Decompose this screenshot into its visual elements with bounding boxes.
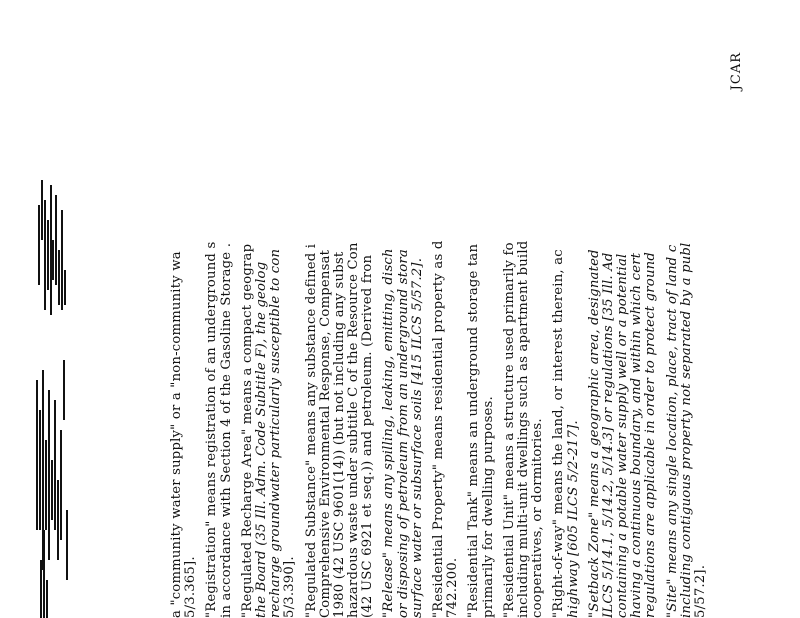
scan-mark (46, 580, 48, 618)
scan-mark (61, 210, 63, 310)
text-line: highway [605 ILCS 5/2-217]. (565, 420, 581, 618)
text-line: 742.200. (445, 557, 461, 618)
scan-mark (36, 380, 38, 530)
scan-mark (66, 510, 68, 580)
text-line: a "community water supply" or a "non-community wa (169, 251, 184, 618)
scan-mark (41, 180, 43, 240)
scan-mark (58, 250, 60, 305)
text-line: hazardous waste under subtitle C of the Resource Con (346, 242, 362, 618)
rotated-text-region (169, 52, 744, 618)
scan-mark (39, 410, 41, 530)
text-line: 1980 (42 USC 9601(14)) (but not including any subst (331, 251, 347, 618)
scan-mark (55, 195, 57, 285)
text-line: "Regulated Substance" means any substance defined i (303, 243, 319, 618)
scan-mark (63, 360, 65, 420)
text-line: primarily for dwelling purposes. (480, 396, 496, 618)
text-line: containing a potable water supply well or a potential (615, 253, 631, 618)
text-line: (42 USC 6921 et seq.)) and petroleum. (Derived fron (360, 254, 376, 618)
text-line: regulations are applicable in order to protect ground (643, 252, 659, 618)
scan-mark (64, 270, 66, 305)
text-line: 5/3.365]. (183, 556, 199, 618)
text-line: Comprehensive Environmental Response, Compensat (317, 249, 333, 618)
text-line: recharge groundwater particularly susceptible to con (268, 248, 284, 618)
text-line: "Residential Tank" means an underground storage tan (466, 243, 482, 618)
text-line: "Site" means any single location, place, tract of land c (664, 244, 680, 618)
text-line: or disposing of petroleum from an underground stora (395, 249, 411, 618)
scan-mark (48, 390, 50, 560)
text-line: "Residential Property" means residential property as d (431, 240, 446, 618)
definitions-text (169, 52, 744, 618)
text-line: including contiguous property not separated by a publ (678, 242, 694, 618)
text-line: having a continuous boundary, and within which cert (629, 252, 645, 618)
scan-mark (60, 430, 62, 540)
text-line: ILCS 5/14.1, 5/14.2, 5/14.3] or regulations [35 Ill. Ad (600, 252, 616, 618)
scan-mark (57, 480, 59, 560)
scan-mark (38, 205, 40, 285)
text-line: cooperatives, or dormitories. (530, 418, 546, 618)
scan-mark (54, 400, 56, 530)
scan-mark (40, 560, 42, 618)
text-line: "Registration" means registration of an underground s (204, 241, 220, 618)
text-line: "Right-of-way" means the land, or interest therein, ac (551, 249, 567, 618)
scan-mark (44, 200, 46, 310)
scan-mark (45, 440, 47, 530)
text-line: 5/3.390]. (282, 556, 298, 618)
text-line: the Board (35 Ill. Adm. Code Subtitle F), the geolog (253, 261, 269, 618)
scan-mark (47, 220, 49, 290)
running-header: JCAR (729, 52, 744, 91)
text-line: "Release" means any spilling, leaking, emitting, disch (381, 248, 397, 618)
text-line: "Residential Unit" means a structure used primarily fo (501, 242, 517, 618)
text-line: "Setback Zone" means a geographic area, designated (586, 249, 602, 618)
text-line: including multi-unit dwellings such as apartment build (515, 240, 531, 618)
scan-edge-marks (30, 180, 100, 618)
text-line: 5/57.2]. (693, 564, 708, 618)
scan-mark (52, 240, 54, 280)
scan-mark (51, 460, 53, 520)
scan-mark (43, 530, 45, 618)
text-line: surface water or subsurface soils [415 ILCS 5/57.2]. (409, 257, 425, 618)
text-line: "Regulated Recharge Area" means a compact geograp (239, 243, 255, 618)
text-line: in accordance with Section 4 of the Gasoline Storage . (218, 242, 234, 618)
